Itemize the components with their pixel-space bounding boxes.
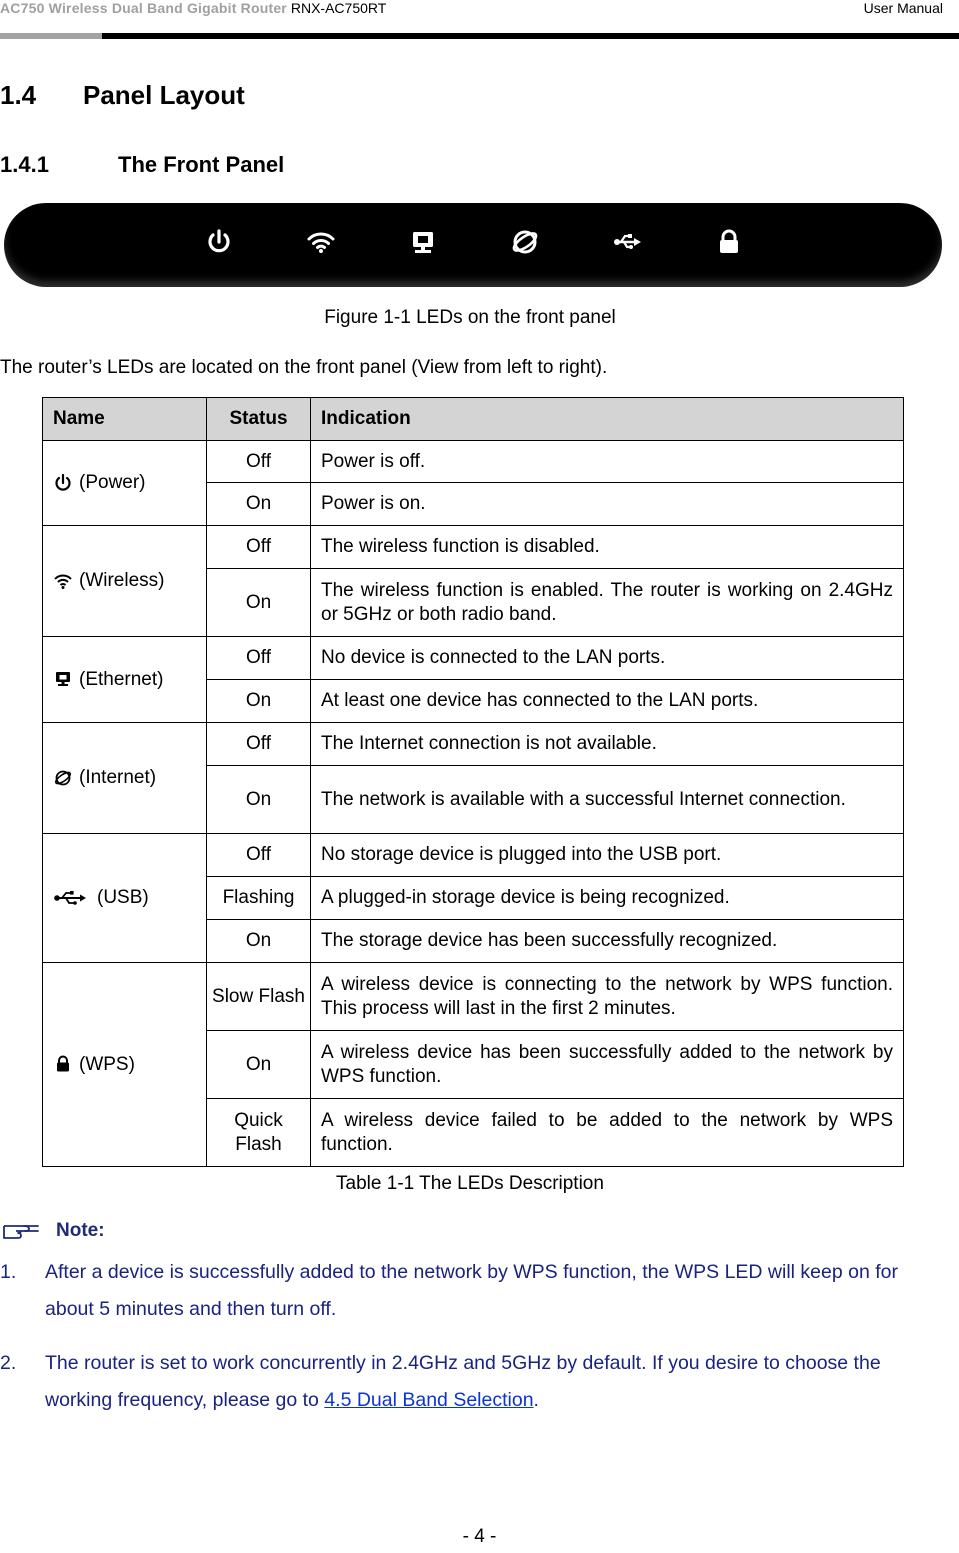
table-cell-status: Slow Flash [207, 963, 311, 1031]
table-cell-indication: A wireless device has been successfully added to the network by WPS function. [311, 1031, 904, 1099]
table-row [43, 834, 904, 877]
note-item-number: 2. [0, 1352, 17, 1374]
table-cell-indication: At least one device has connected to the LAN ports. [311, 680, 904, 723]
led-name-ethernet: (Ethernet) [79, 668, 164, 690]
intro-text: The router’s LEDs are located on the front panel (View from left to right). [0, 357, 608, 378]
table-row [43, 637, 904, 680]
wps-icon [714, 227, 744, 257]
note-item-text: After a device is successfully added to the network by WPS function, the WPS LED will keep on for about 5 minutes and then turn off. [45, 1261, 898, 1320]
ethernet-icon [53, 669, 73, 689]
wireless-icon [306, 227, 336, 257]
subsection-title: The Front Panel [118, 152, 285, 177]
note-item-text [45, 1345, 945, 1419]
table-cell-status: Off [207, 723, 311, 766]
header-status: Status [207, 398, 311, 441]
table-row [43, 723, 904, 766]
table-cell-name [43, 723, 207, 834]
table-cell-indication: The Internet connection is not available. [311, 723, 904, 766]
section-title: Panel Layout [83, 80, 245, 110]
note-text-after: . [533, 1389, 539, 1411]
note-item-number: 1. [0, 1261, 17, 1283]
usb-icon [53, 888, 87, 908]
pointing-hand-icon [2, 1218, 40, 1242]
table-header-row [43, 398, 904, 441]
led-name-internet: (Internet) [79, 767, 157, 788]
table-cell-indication: Power is on. [311, 483, 904, 526]
table-cell-name [43, 637, 207, 723]
table-cell-status: Flashing [207, 877, 311, 920]
internet-icon [510, 227, 540, 257]
table-cell-status: On [207, 680, 311, 723]
header-manual: User Manual [863, 0, 943, 16]
table-cell-indication: A plugged-in storage device is being recognized. [311, 877, 904, 920]
page-number: - 4 - [462, 1526, 497, 1547]
wireless-icon [53, 571, 73, 591]
leds-table [42, 397, 904, 1167]
table-row [43, 441, 904, 483]
table-cell-status: Quick Flash [207, 1099, 311, 1167]
header-name: Name [43, 398, 207, 441]
note-title: Note: [56, 1220, 105, 1241]
usb-icon [612, 227, 642, 257]
led-name-usb: (USB) [97, 887, 149, 908]
table-cell-indication: The wireless function is enabled. The router is working on 2.4GHz or 5GHz or both radio band. [311, 569, 904, 637]
wps-icon [53, 1054, 73, 1074]
header-indication: Indication [311, 398, 904, 441]
table-cell-name [43, 963, 207, 1167]
table-cell-status: Off [207, 637, 311, 680]
subsection-heading [0, 152, 284, 178]
table-cell-indication: Power is off. [311, 441, 904, 483]
table-row [43, 963, 904, 1031]
section-heading [0, 80, 245, 111]
table-row [43, 526, 904, 569]
table-cell-indication: The network is available with a successful Internet connection. [311, 766, 904, 834]
figure-caption: Figure 1-1 LEDs on the front panel [324, 307, 616, 328]
table-cell-name [43, 441, 207, 526]
header-product: AC750 Wireless Dual Band Gigabit Router [0, 0, 287, 16]
header-model: RNX-AC750RT [290, 0, 387, 16]
note-item [0, 1254, 959, 1328]
table-cell-status: On [207, 1031, 311, 1099]
ethernet-icon [408, 227, 438, 257]
section-number: 1.4 [0, 80, 37, 110]
subsection-number: 1.4.1 [0, 152, 49, 177]
table-cell-indication: A wireless device failed to be added to the network by WPS function. [311, 1099, 904, 1167]
table-cell-indication: No device is connected to the LAN ports. [311, 637, 904, 680]
table-cell-indication: A wireless device is connecting to the network by WPS function. This process will last in the first 2 minutes. [311, 963, 904, 1031]
table-cell-indication: The storage device has been successfully recognized. [311, 920, 904, 963]
table-cell-status: Off [207, 441, 311, 483]
internet-icon [53, 768, 73, 788]
table-cell-indication: No storage device is plugged into the USB port. [311, 834, 904, 877]
note-text-before: The router is set to work concurrently in 2.4GHz and 5GHz by default. If you desire to choose the working frequency, please go to [45, 1352, 881, 1411]
power-icon [204, 227, 234, 257]
table-cell-indication: The wireless function is disabled. [311, 526, 904, 569]
table-cell-status: Off [207, 526, 311, 569]
table-cell-status: On [207, 920, 311, 963]
table-cell-status: Off [207, 834, 311, 877]
table-cell-status: On [207, 766, 311, 834]
led-name-power: (Power) [79, 472, 146, 493]
header-rule [102, 33, 959, 39]
led-name-wireless: (Wireless) [79, 570, 165, 591]
table-cell-name [43, 834, 207, 963]
power-icon [53, 473, 73, 493]
table-cell-status: On [207, 569, 311, 637]
front-panel-figure [4, 203, 942, 287]
table-cell-status: On [207, 483, 311, 526]
table-cell-name [43, 526, 207, 637]
led-name-wps: (WPS) [79, 1053, 135, 1075]
header-rule-accent [0, 33, 102, 39]
table-caption: Table 1-1 The LEDs Description [336, 1173, 604, 1194]
note-item [0, 1345, 959, 1419]
dual-band-selection-link[interactable]: 4.5 Dual Band Selection [324, 1389, 534, 1411]
header-title [0, 0, 386, 16]
